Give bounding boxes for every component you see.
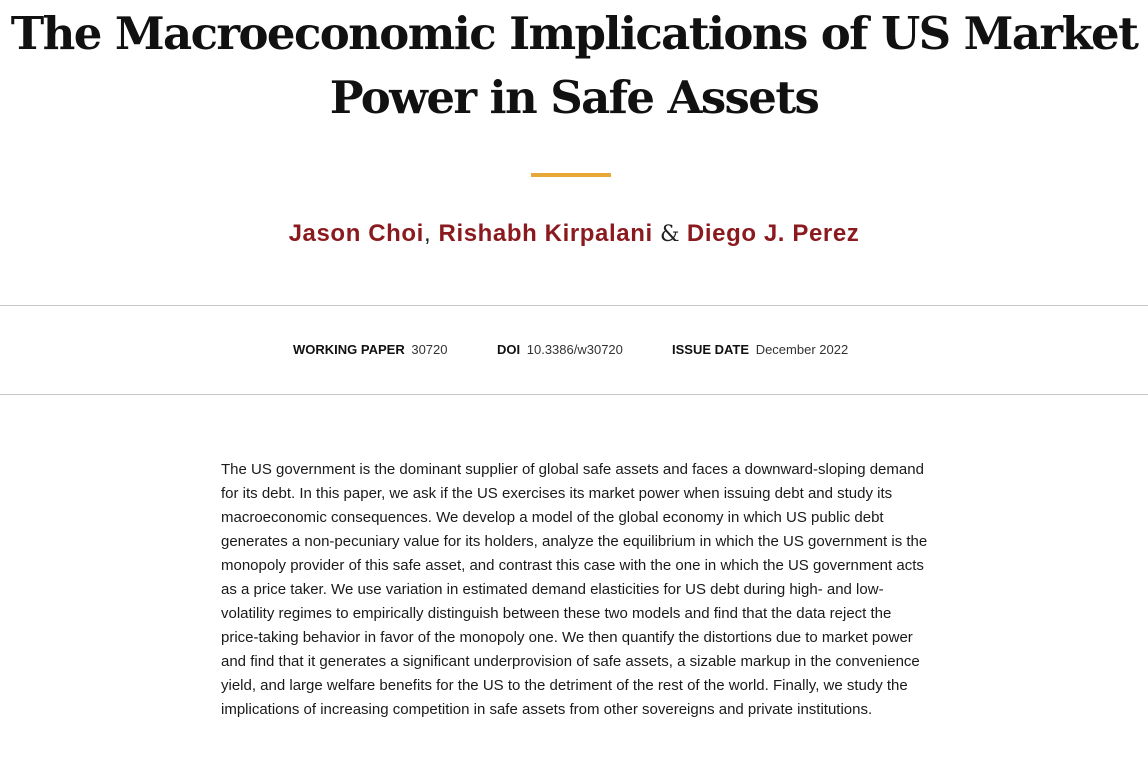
issue-date-value: December 2022 [755, 342, 849, 357]
doi-meta [497, 342, 623, 357]
title-accent-rule [531, 173, 611, 177]
issue-date-meta [672, 342, 848, 357]
doi-value: 10.3386/w30720 [526, 342, 623, 357]
working-paper-number: 30720 [411, 342, 448, 357]
author-separator-comma: , [423, 220, 432, 247]
page-title: The Macroeconomic Implications of US Market Power in Safe Assets [10, 7, 1138, 124]
author-link-diego-perez[interactable]: Diego J. Perez [686, 220, 860, 247]
issue-date-label: ISSUE DATE [672, 342, 750, 357]
author-link-jason-choi[interactable]: Jason Choi [288, 220, 424, 247]
working-paper-meta [293, 342, 448, 357]
abstract-text: The US government is the dominant supplier of global safe assets and faces a downward-sloping demand for its debt. In this paper, we ask if the US exercises its market power when issuing debt and study its macroeconomic consequences. We develop a model of the global economy in which US public debt generates a non-pecuniary value for its holders, analyze the equilibrium in which the US government is the monopoly provider of this safe asset, and contrast this case with the one in which the US government acts as a price taker. We use variation in estimated demand elasticities for US debt during high- and low-volatility regimes to empirically distinguish between these two models and find that the data reject the price-taking behavior in favor of the monopoly one. We then quantify the distortions due to market power and find that it generates a significant underprovision of safe assets, a sizable markup in the convenience yield, and large welfare benefits for the US to the detriment of the rest of the world. Finally, we study the implications of increasing competition in safe assets from other sovereigns and private institutions. [221, 461, 928, 718]
doi-label: DOI [497, 342, 521, 357]
author-separator-ampersand: & [660, 222, 680, 247]
author-list [0, 218, 1148, 251]
author-link-rishabh-kirpalani[interactable]: Rishabh Kirpalani [438, 220, 653, 247]
paper-metadata-band [0, 305, 1148, 395]
working-paper-label: WORKING PAPER [293, 342, 405, 357]
